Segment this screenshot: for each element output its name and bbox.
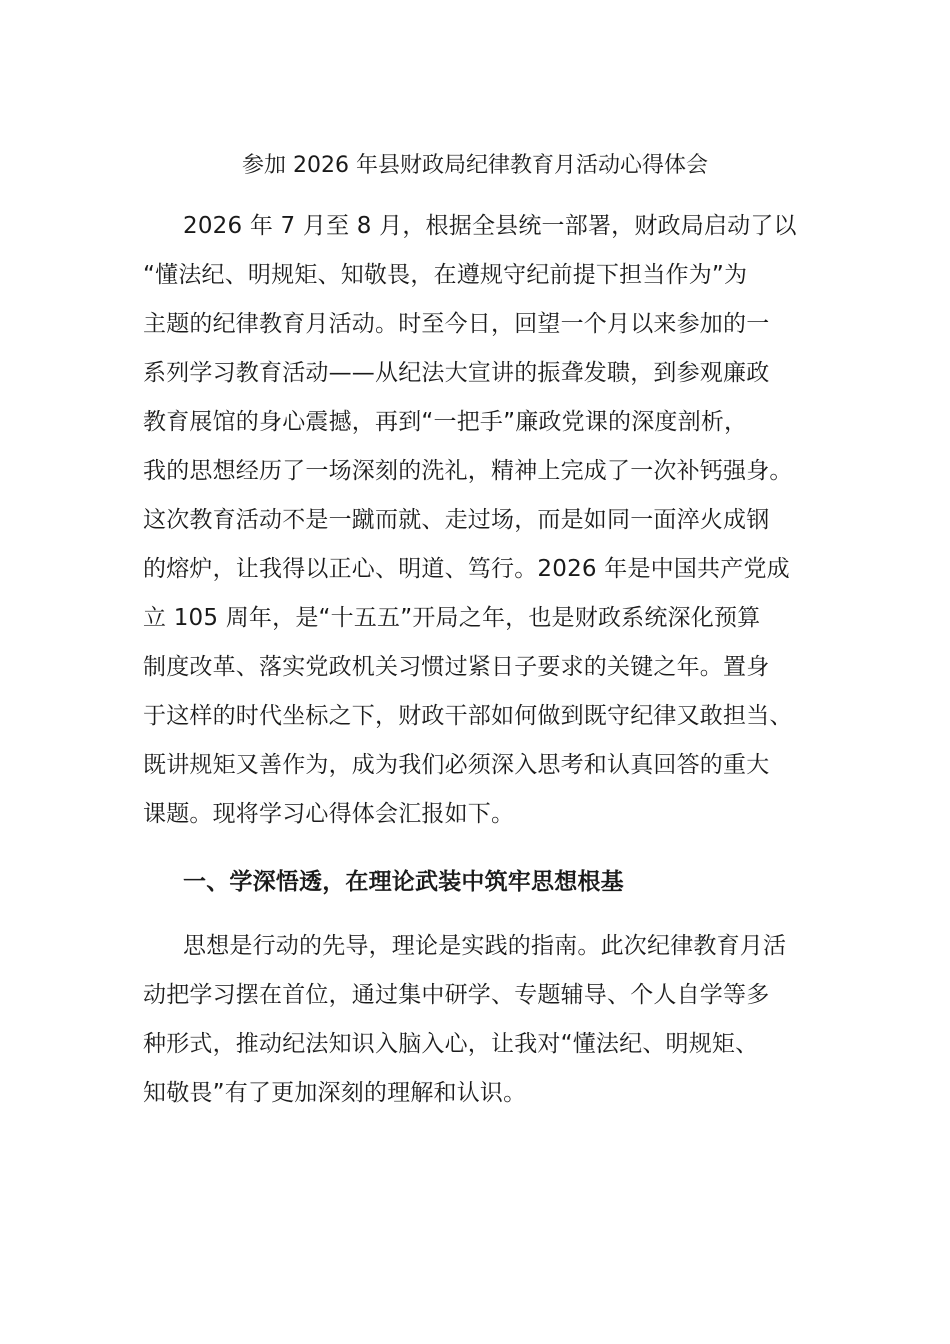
paragraph-2-line-2: 动把学习摆在首位，通过集中研学、专题辅导、个人自学等多 [143,982,770,1008]
section-1-heading: 一、学深悟透，在理论武装中筑牢思想根基 [183,869,624,895]
paragraph-2-line-1: 思想是行动的先导，理论是实践的指南。此次纪律教育月活 [183,933,787,959]
paragraph-1-line-5: 教育展馆的身心震撼，再到“一把手”廉政党课的深度剖析， [143,409,748,435]
paragraph-1-line-2: “懂法纪、明规矩、知敬畏，在遵规守纪前提下担当作为”为 [143,262,748,288]
paragraph-1-line-6: 我的思想经历了一场深刻的洗礼，精神上完成了一次补钙强身。 [143,458,793,484]
paragraph-1-line-1: 2026 年 7 月至 8 月，根据全县统一部署，财政局启动了以 [183,213,797,239]
paragraph-1-line-12: 既讲规矩又善作为，成为我们必须深入思考和认真回答的重大 [143,752,770,778]
paragraph-1-line-10: 制度改革、落实党政机关习惯过紧日子要求的关键之年。置身 [143,654,770,680]
paragraph-2-line-4: 知敬畏”有了更加深刻的理解和认识。 [143,1080,527,1106]
document-title: 参加 2026 年县财政局纪律教育月活动心得体会 [242,153,708,178]
paragraph-1-line-7: 这次教育活动不是一蹴而就、走过场，而是如同一面淬火成钢 [143,507,770,533]
paragraph-1-line-4: 系列学习教育活动——从纪法大宣讲的振聋发聩，到参观廉政 [143,360,770,386]
paragraph-1-line-8: 的熔炉，让我得以正心、明道、笃行。2026 年是中国共产党成 [143,556,790,582]
paragraph-1-line-11: 于这样的时代坐标之下，财政干部如何做到既守纪律又敢担当、 [143,703,793,729]
paragraph-1-line-13: 课题。现将学习心得体会汇报如下。 [143,801,515,827]
paragraph-1-line-9: 立 105 周年，是“十五五”开局之年，也是财政系统深化预算 [143,605,761,631]
paragraph-2-line-3: 种形式，推动纪法知识入脑入心，让我对“懂法纪、明规矩、 [143,1031,759,1057]
paragraph-1-line-3: 主题的纪律教育月活动。时至今日，回望一个月以来参加的一 [143,311,770,337]
